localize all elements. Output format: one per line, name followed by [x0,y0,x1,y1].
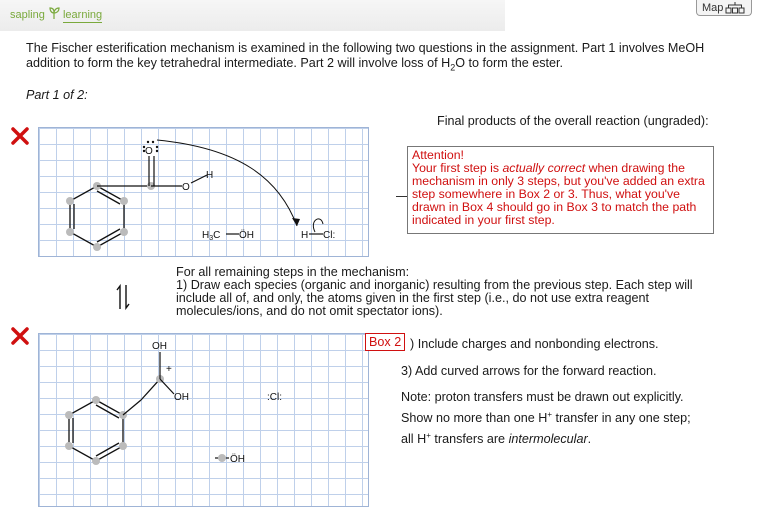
benzene-ring [66,182,155,251]
instructions: For all remaining steps in the mechanism: 1) Draw each species (organic and inorganic) resulting from the previous step. Each step will include all of, and only, the atoms given in the first step (i.e., do not use extra reagent molecules/ions, and do not omit spectator ions). [176,265,693,318]
carbonyl-oxygen: O [145,146,153,157]
chloride-ion: :Cl: [267,392,282,403]
svg-text:+: + [166,364,172,375]
methanol [202,229,254,242]
step-2-instruction: ) Include charges and nonbonding electrons. [410,337,659,351]
svg-text:OH: OH [174,392,189,403]
attention-message: Attention! Your first step is actually correct when drawing the mechanism in only 3 steps, but you've added an extra step somewhere in Box 2 or 3. Thus, what you've drawn in Box 4 should go in Box 3 to match the path indicated in your first step. [407,146,714,234]
final-products-label: Final products of the overall reaction (ungraded): [437,114,709,128]
attention-title: Attention! [412,148,464,162]
proton-transfer-note: Note: proton transfers must be drawn out explicitly. Show no more than one H+ transfer in any one step; all H+ transfers are intermolecular. [401,390,691,447]
drawing-canvas-box-1[interactable] [38,127,369,257]
benzene-ring-2 [65,341,189,465]
hydroxyl-hydrogen: H [206,170,214,181]
box-2-tag: Box 2 [365,333,405,351]
leaf-icon [48,7,60,19]
svg-text:H3C: $H_3C$ [202,230,221,242]
map-icon [725,2,745,14]
map-label: Map [702,1,724,14]
x-mark-icon [10,126,30,146]
sapling-logo: sapling learning [10,9,103,21]
methoxy-fragment [215,453,245,465]
svg-text:ÖH: ÖH [230,454,245,465]
hydrogen-chloride [301,219,335,241]
intro-text: The Fischer esterification mechanism is examined in the following two questions in the assignment. Part 1 involves MeOH addition to form the key tetrahedral intermediate. Part 2 will involve loss of $H_2O$ to form the ester. [26,41,705,73]
x-mark-icon [10,326,30,346]
equilibrium-arrows-icon [116,283,130,311]
svg-text:ÖH: ÖH [239,230,254,241]
drawing-canvas-box-2[interactable] [38,333,369,507]
svg-text:OH: OH [152,341,167,352]
part-label: Part 1 of 2: [26,88,88,102]
svg-text:H: H [301,230,309,241]
svg-text:Cl:: Cl: [323,230,336,241]
map-button[interactable] [696,0,752,16]
hydroxyl-oxygen: O [182,182,190,193]
step-3-instruction: 3) Add curved arrows for the forward reaction. [401,364,657,378]
